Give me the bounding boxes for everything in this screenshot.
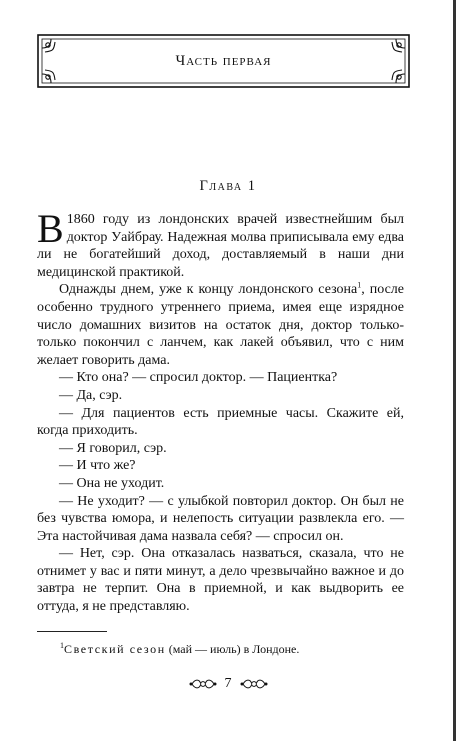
paragraph: — И что же? — [59, 458, 136, 474]
paragraph: — Она не уходит. — [59, 475, 165, 491]
page-folio — [0, 676, 456, 696]
paragraph — [37, 206, 404, 281]
footnote-term: Светский сезон — [64, 642, 166, 656]
paragraph-text: Однажды днем, уже к концу лондонского сезона — [59, 282, 358, 298]
footnote-divider — [37, 631, 107, 632]
page-number: 7 — [224, 676, 232, 691]
paragraph: — Нет, сэр. Она отказалась назваться, сказала, что не отнимет у вас и пяти минут, а дело чрезвычайно важное и до завтра не терпит. Она в приемной, и как выдворить ее оттуда, я не представляю. — [37, 546, 404, 615]
drop-cap: В — [37, 206, 64, 251]
paragraph: Однажды днем, уже к концу лондонского сезона$^1$, после особенно трудного утреннего приема, имея еще изрядное число домашних визитов на остаток дня, доктор только-только покончил с ланчем, как лакей объявил, что с ним желает говорить дама. — [37, 280, 404, 368]
right-ornament-icon — [240, 678, 268, 690]
body-text — [37, 206, 404, 616]
part-title: Часть первая — [175, 53, 272, 69]
footnote — [60, 642, 299, 657]
paragraph: — Кто она? — спросил доктор. — Пациентка? — [59, 370, 338, 386]
paragraph: — Я говорил, сэр. — [59, 440, 167, 456]
paragraph: — Не уходит? — с улыбкой повторил доктор. Он был не без чувства юмора, и нелепость ситуации развлекла его. — Эта настойчивая дама назвала себя? — спросил он. — [37, 493, 404, 544]
paragraph-text: 1860 году из лондонских врачей известнейшим был доктор Уайбрау. Надежная молва приписывала ему едва ли не богатейший доход, доставляемый в наши дни медицинской практикой. — [37, 212, 404, 280]
footnote-reference[interactable]: 1 — [357, 280, 362, 290]
left-ornament-icon — [189, 678, 217, 690]
paragraph: — Да, сэр. — [59, 387, 123, 403]
chapter-title: Глава 1 — [199, 178, 257, 194]
paragraph: — Для пациентов есть приемные часы. Скажите ей, когда приходить. — [37, 405, 404, 439]
part-header-frame — [37, 34, 410, 88]
footnote-marker: 1 — [60, 641, 64, 650]
paragraph-text: после особенно трудного утреннего приема, имея еще изрядное число домашних визитов на остаток дня, доктор только-только покончил с ланчем, как лакей объявил, что с ним желает говорить дама. — [37, 282, 404, 368]
footnote-text: (май — июль) в Лондоне. — [165, 642, 300, 656]
